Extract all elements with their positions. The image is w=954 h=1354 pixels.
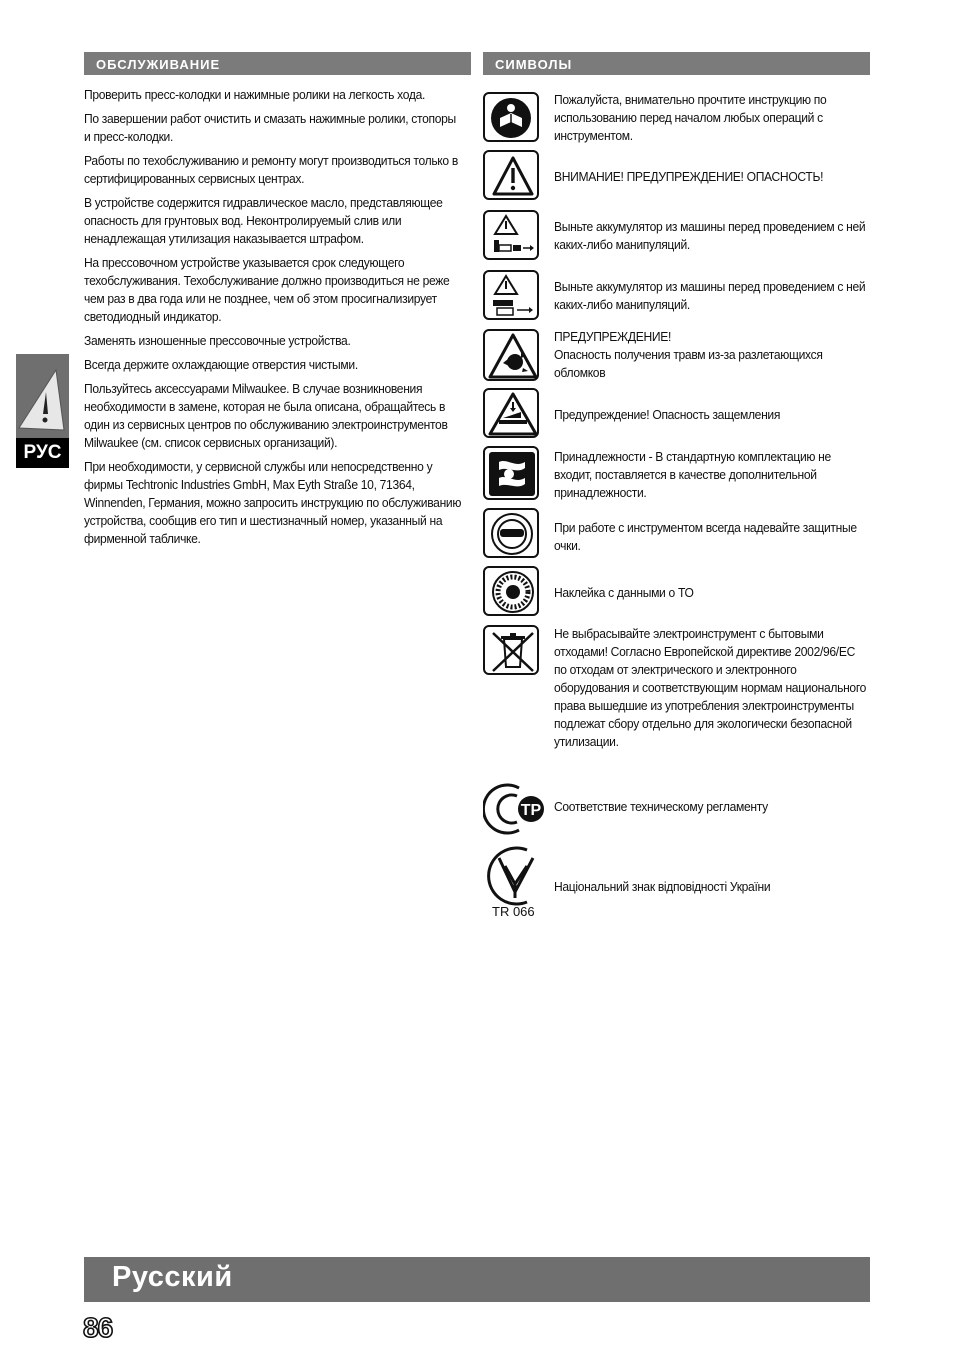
ukraine-conformity-icon bbox=[483, 844, 551, 924]
symbol-row bbox=[483, 210, 870, 262]
remove-battery-icon bbox=[483, 270, 539, 320]
read-manual-icon bbox=[483, 92, 539, 142]
maintenance-heading: ОБСЛУЖИВАНИЕ bbox=[84, 52, 471, 75]
safety-goggles-icon bbox=[483, 508, 539, 558]
warning-triangle-icon bbox=[483, 150, 539, 200]
symbol-description: Наклейка с данными о ТО bbox=[554, 585, 694, 600]
maintenance-paragraph: По завершении работ очистить и смазать нажимные ролики, стопоры и пресс-колодки. bbox=[84, 111, 456, 144]
remove-battery-icon bbox=[483, 210, 539, 260]
symbol-row bbox=[483, 844, 870, 924]
symbol-description: При работе с инструментом всегда надевайте защитные очки. bbox=[554, 520, 857, 553]
language-side-tab bbox=[16, 354, 69, 468]
symbol-row bbox=[483, 270, 870, 322]
symbol-row bbox=[483, 625, 870, 775]
svg-text:TP: TP bbox=[520, 802, 542, 819]
symbol-row bbox=[483, 388, 870, 440]
flying-debris-icon bbox=[483, 329, 539, 381]
maintenance-section bbox=[84, 52, 471, 554]
symbols-section bbox=[483, 52, 870, 919]
symbol-description: Предупреждение! Опасность защемления bbox=[554, 407, 781, 422]
maintenance-paragraph: При необходимости, у сервисной службы или непосредственно у фирмы Techtronic Industries GmbH, Max Eyth Straße 10, 71364, Winnenden, Германия, можно запросить инструкцию по обслуживанию устройства, сообщив его тип и шестизначный номер, указанный на фирменной табличке. bbox=[84, 459, 462, 546]
page-number: 86 bbox=[83, 1312, 113, 1343]
symbol-description: Не выбрасывайте электроинструмент с бытовыми отходами! Согласно Европейской директиве 2002/96/ЕС по отходам от электрического и электронного оборудования и соответствующим нормам национального права вышедшие из употребления электроинструменты подлежат сбору отдельно для экологически безопасной утилизации. bbox=[554, 626, 867, 749]
symbol-description: ВНИМАНИЕ! ПРЕДУПРЕЖДЕНИЕ! ОПАСНОСТЬ! bbox=[554, 169, 824, 184]
language-title: Русский bbox=[112, 1261, 233, 1293]
symbol-row bbox=[483, 446, 870, 502]
warning-triangle-icon bbox=[16, 354, 69, 438]
eac-ctr-icon bbox=[483, 780, 547, 836]
accessory-icon bbox=[483, 446, 539, 500]
maintenance-paragraph: Всегда держите охлаждающие отверстия чистыми. bbox=[84, 357, 358, 372]
language-tab-label: РУС bbox=[16, 438, 69, 468]
maintenance-paragraph: Работы по техобслуживанию и ремонту могут производиться только в сертифицированных сервисных центрах. bbox=[84, 153, 458, 186]
weee-bin-icon bbox=[483, 625, 539, 675]
symbol-description: Выньте аккумулятор из машины перед проведением с ней каких-либо манипуляций. bbox=[554, 219, 866, 252]
language-footer-bar bbox=[84, 1257, 870, 1302]
service-sticker-icon bbox=[483, 566, 539, 616]
symbol-row bbox=[483, 90, 870, 142]
symbol-row bbox=[483, 508, 870, 560]
symbol-row bbox=[483, 328, 870, 384]
symbol-description: Принадлежности - В стандартную комплектацию не входит, поставляется в качестве дополнительной принадлежности. bbox=[554, 449, 831, 500]
maintenance-paragraph: В устройстве содержится гидравлическое масло, представляющее опасность для грунтовых вод. Неконтролируемый слив или ненадлежащая утилизация наказывается штрафом. bbox=[84, 195, 443, 246]
crush-hazard-icon bbox=[483, 388, 539, 438]
maintenance-paragraph: Заменять изношенные прессовочные устройства. bbox=[84, 333, 351, 348]
symbol-description: Выньте аккумулятор из машины перед проведением с ней каких-либо манипуляций. bbox=[554, 279, 866, 312]
symbols-heading: СИМВОЛЫ bbox=[483, 52, 870, 75]
symbol-description: Пожалуйста, внимательно прочтите инструкцию по использованию перед началом любых операций с инструментом. bbox=[554, 92, 827, 143]
ukraine-mark-label: TR 066 bbox=[492, 904, 535, 919]
symbol-description: Національний знак відповідності України bbox=[554, 879, 771, 894]
symbol-row bbox=[483, 566, 870, 618]
symbol-row bbox=[483, 780, 870, 836]
maintenance-paragraph: Пользуйтесь аксессуарами Milwaukee. В случае возникновения необходимости в замене, которая не была описана, обращайтесь в один из сервисных центров по обслуживанию электроинструментов Milwaukee (см. список сервисных организаций). bbox=[84, 381, 448, 450]
maintenance-paragraph: На прессовочном устройстве указывается срок следующего техобслуживания. Техобслуживание должно производиться не реже чем раз в два года или не позднее, чем об этом просигнализирует светодиодный индикатор. bbox=[84, 255, 450, 324]
symbol-row bbox=[483, 150, 870, 202]
maintenance-paragraph: Проверить пресс-колодки и нажимные ролики на легкость хода. bbox=[84, 87, 426, 102]
symbol-description: ПРЕДУПРЕЖДЕНИЕ! Опасность получения травм из-за разлетающихся обломков bbox=[554, 329, 823, 380]
symbol-description: Соответствие техническому регламенту bbox=[554, 799, 768, 814]
